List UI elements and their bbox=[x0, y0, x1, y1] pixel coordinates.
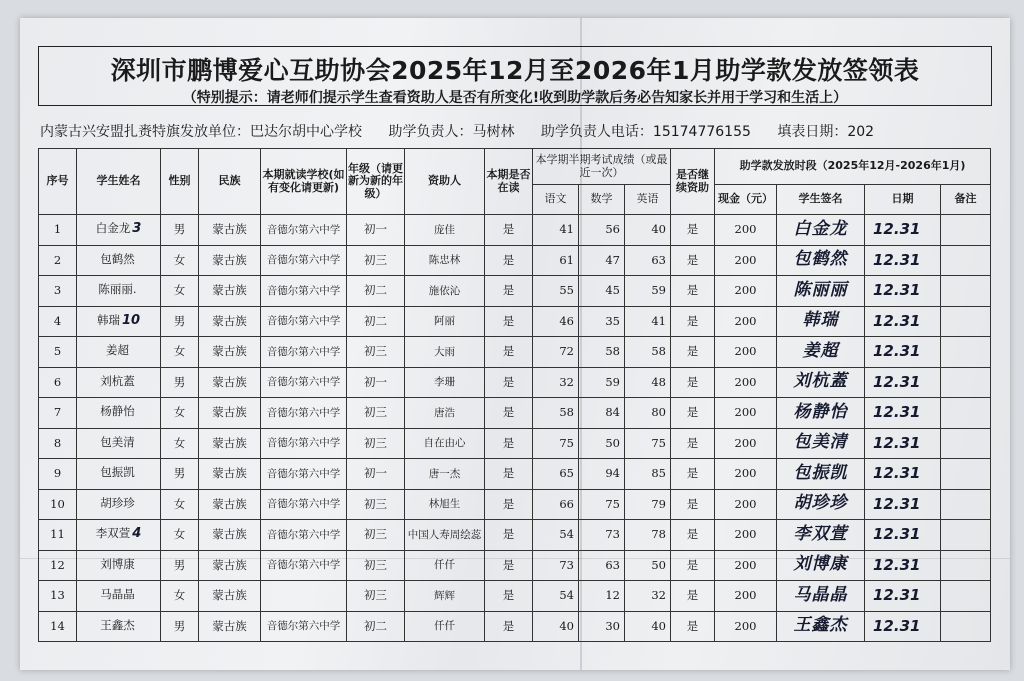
cell-ethnicity: 蒙古族 bbox=[199, 398, 261, 429]
header-name: 学生姓名 bbox=[77, 149, 161, 215]
cell-school: 音德尔第六中学 bbox=[261, 245, 347, 276]
cell-ethnicity: 蒙古族 bbox=[199, 459, 261, 490]
cell-gender: 女 bbox=[161, 276, 199, 307]
cell-ethnicity: 蒙古族 bbox=[199, 550, 261, 581]
cell-math: 45 bbox=[579, 276, 625, 307]
cell-name bbox=[77, 245, 161, 276]
cell-ethnicity: 蒙古族 bbox=[199, 306, 261, 337]
cell-signature: 包振凯 bbox=[777, 459, 865, 490]
student-name: 李双萱 bbox=[95, 526, 131, 541]
cell-continue: 是 bbox=[671, 611, 715, 642]
cell-remark bbox=[941, 367, 991, 398]
cell-seq: 12 bbox=[39, 550, 77, 581]
cell-school: 音德尔第六中学 bbox=[261, 611, 347, 642]
header-math: 数学 bbox=[579, 185, 625, 215]
form-title: 深圳市鹏博爱心互助协会2025年12月至2026年1月助学款发放签领表 bbox=[110, 56, 920, 85]
cell-continue: 是 bbox=[671, 550, 715, 581]
table-row bbox=[39, 306, 991, 337]
cell-signature: 李双萱 bbox=[777, 520, 865, 551]
cell-signature: 白金龙 bbox=[777, 215, 865, 246]
cell-date: 12.31 bbox=[865, 581, 941, 612]
cell-ethnicity: 蒙古族 bbox=[199, 276, 261, 307]
cell-school: 音德尔第六中学 bbox=[261, 306, 347, 337]
cell-name bbox=[77, 337, 161, 368]
cell-sponsor: 自在由心 bbox=[405, 428, 485, 459]
student-name: 杨静怡 bbox=[100, 404, 135, 419]
table-row bbox=[39, 489, 991, 520]
cell-cash: 200 bbox=[715, 215, 777, 246]
cell-date: 12.31 bbox=[865, 337, 941, 368]
cell-in-school: 是 bbox=[485, 245, 533, 276]
cell-in-school: 是 bbox=[485, 398, 533, 429]
cell-math: 47 bbox=[579, 245, 625, 276]
cell-in-school: 是 bbox=[485, 611, 533, 642]
cell-signature: 刘博康 bbox=[777, 550, 865, 581]
cell-grade: 初三 bbox=[347, 428, 405, 459]
cell-in-school: 是 bbox=[485, 428, 533, 459]
cell-remark bbox=[941, 428, 991, 459]
cell-sponsor: 仟仟 bbox=[405, 611, 485, 642]
cell-date: 12.31 bbox=[865, 550, 941, 581]
table-row bbox=[39, 459, 991, 490]
cell-ethnicity: 蒙古族 bbox=[199, 489, 261, 520]
header-sponsor: 资助人 bbox=[405, 149, 485, 215]
cell-name bbox=[77, 550, 161, 581]
header-continue: 是否继续资助 bbox=[671, 149, 715, 215]
cell-sponsor: 庞佳 bbox=[405, 215, 485, 246]
cell-signature: 杨静怡 bbox=[777, 398, 865, 429]
cell-cash: 200 bbox=[715, 367, 777, 398]
cell-remark bbox=[941, 459, 991, 490]
cell-sponsor: 阿丽 bbox=[405, 306, 485, 337]
cell-gender: 男 bbox=[161, 550, 199, 581]
cell-math: 63 bbox=[579, 550, 625, 581]
cell-english: 85 bbox=[625, 459, 671, 490]
cell-chinese: 66 bbox=[533, 489, 579, 520]
cell-school: 音德尔第六中学 bbox=[261, 550, 347, 581]
cell-in-school: 是 bbox=[485, 367, 533, 398]
header-cash: 现金（元） bbox=[715, 185, 777, 215]
cell-continue: 是 bbox=[671, 428, 715, 459]
cell-sponsor: 李珊 bbox=[405, 367, 485, 398]
cell-seq: 11 bbox=[39, 520, 77, 551]
cell-english: 63 bbox=[625, 245, 671, 276]
cell-school: 音德尔第六中学 bbox=[261, 398, 347, 429]
header-school: 本期就读学校(如有变化请更新) bbox=[261, 149, 347, 215]
cell-continue: 是 bbox=[671, 276, 715, 307]
cell-math: 94 bbox=[579, 459, 625, 490]
cell-date: 12.31 bbox=[865, 367, 941, 398]
cell-chinese: 32 bbox=[533, 367, 579, 398]
cell-sponsor: 辉辉 bbox=[405, 581, 485, 612]
cell-grade: 初一 bbox=[347, 215, 405, 246]
cell-school: 音德尔第六中学 bbox=[261, 337, 347, 368]
cell-name bbox=[77, 367, 161, 398]
cell-sponsor: 施依沁 bbox=[405, 276, 485, 307]
cell-in-school: 是 bbox=[485, 550, 533, 581]
cell-remark bbox=[941, 276, 991, 307]
header-period-group: 助学款发放时段（2025年12月-2026年1月) bbox=[715, 149, 991, 185]
special-notice: （特别提示：请老师们提示学生查看资助人是否有所变化!收到助学款后务必告知家长并用于学习和生活上） bbox=[182, 90, 848, 106]
table-row bbox=[39, 550, 991, 581]
cell-cash: 200 bbox=[715, 459, 777, 490]
cell-english: 75 bbox=[625, 428, 671, 459]
cell-gender: 女 bbox=[161, 398, 199, 429]
cell-school bbox=[261, 581, 347, 612]
cell-date: 12.31 bbox=[865, 489, 941, 520]
cell-english: 40 bbox=[625, 611, 671, 642]
student-name: 包鹤然 bbox=[100, 251, 135, 266]
student-name: 马晶晶 bbox=[100, 587, 135, 602]
cell-in-school: 是 bbox=[485, 581, 533, 612]
cell-seq: 4 bbox=[39, 306, 77, 337]
cell-grade: 初三 bbox=[347, 550, 405, 581]
cell-cash: 200 bbox=[715, 520, 777, 551]
cell-school: 音德尔第六中学 bbox=[261, 489, 347, 520]
cell-in-school: 是 bbox=[485, 520, 533, 551]
cell-school: 音德尔第六中学 bbox=[261, 459, 347, 490]
cell-gender: 女 bbox=[161, 520, 199, 551]
cell-grade: 初二 bbox=[347, 611, 405, 642]
cell-gender: 男 bbox=[161, 611, 199, 642]
cell-seq: 9 bbox=[39, 459, 77, 490]
cell-math: 12 bbox=[579, 581, 625, 612]
student-name: 包美清 bbox=[100, 434, 135, 449]
cell-date: 12.31 bbox=[865, 398, 941, 429]
cell-grade: 初二 bbox=[347, 306, 405, 337]
cell-chinese: 41 bbox=[533, 215, 579, 246]
cell-cash: 200 bbox=[715, 489, 777, 520]
cell-date: 12.31 bbox=[865, 520, 941, 551]
cell-sponsor: 中国人寿周绘蕊 bbox=[405, 520, 485, 551]
cell-math: 35 bbox=[579, 306, 625, 337]
cell-english: 78 bbox=[625, 520, 671, 551]
cell-signature: 姜超 bbox=[777, 337, 865, 368]
cell-school: 音德尔第六中学 bbox=[261, 520, 347, 551]
cell-ethnicity: 蒙古族 bbox=[199, 337, 261, 368]
cell-remark bbox=[941, 489, 991, 520]
cell-seq: 14 bbox=[39, 611, 77, 642]
cell-continue: 是 bbox=[671, 520, 715, 551]
issuing-unit: 内蒙古兴安盟扎赉特旗发放单位：巴达尔胡中心学校 bbox=[40, 124, 362, 140]
header-scores-group: 本学期半期考试成绩（或最近一次） bbox=[533, 149, 671, 185]
header-seq: 序号 bbox=[39, 149, 77, 215]
handwritten-mark: 4 bbox=[132, 526, 142, 542]
cell-date: 12.31 bbox=[865, 215, 941, 246]
header-in-school: 本期是否在读 bbox=[485, 149, 533, 215]
cell-gender: 女 bbox=[161, 245, 199, 276]
cell-signature: 刘杭蓋 bbox=[777, 367, 865, 398]
cell-chinese: 54 bbox=[533, 520, 579, 551]
cell-in-school: 是 bbox=[485, 459, 533, 490]
cell-cash: 200 bbox=[715, 245, 777, 276]
paper-sheet bbox=[20, 18, 1010, 670]
cell-math: 73 bbox=[579, 520, 625, 551]
cell-chinese: 58 bbox=[533, 398, 579, 429]
cell-math: 59 bbox=[579, 367, 625, 398]
cell-gender: 女 bbox=[161, 581, 199, 612]
cell-grade: 初二 bbox=[347, 276, 405, 307]
student-name: 王鑫杰 bbox=[100, 617, 135, 632]
cell-date: 12.31 bbox=[865, 428, 941, 459]
student-name: 陈丽丽. bbox=[98, 282, 137, 297]
cell-chinese: 72 bbox=[533, 337, 579, 368]
cell-chinese: 40 bbox=[533, 611, 579, 642]
cell-sponsor: 陈忠林 bbox=[405, 245, 485, 276]
cell-seq: 6 bbox=[39, 367, 77, 398]
cell-math: 50 bbox=[579, 428, 625, 459]
cell-sponsor: 大雨 bbox=[405, 337, 485, 368]
cell-english: 80 bbox=[625, 398, 671, 429]
cell-continue: 是 bbox=[671, 245, 715, 276]
table-row bbox=[39, 520, 991, 551]
cell-signature: 包美清 bbox=[777, 428, 865, 459]
cell-cash: 200 bbox=[715, 550, 777, 581]
title-box bbox=[38, 46, 992, 106]
cell-grade: 初三 bbox=[347, 245, 405, 276]
cell-ethnicity: 蒙古族 bbox=[199, 611, 261, 642]
cell-name bbox=[77, 520, 161, 551]
table-row bbox=[39, 581, 991, 612]
table-row bbox=[39, 337, 991, 368]
cell-math: 84 bbox=[579, 398, 625, 429]
cell-gender: 男 bbox=[161, 367, 199, 398]
aid-manager-phone: 助学负责人电话：15174776155 bbox=[540, 124, 751, 140]
cell-chinese: 73 bbox=[533, 550, 579, 581]
cell-math: 56 bbox=[579, 215, 625, 246]
student-name: 刘博康 bbox=[100, 556, 135, 571]
student-name: 胡珍珍 bbox=[100, 495, 135, 510]
cell-remark bbox=[941, 306, 991, 337]
cell-gender: 男 bbox=[161, 215, 199, 246]
cell-ethnicity: 蒙古族 bbox=[199, 215, 261, 246]
cell-cash: 200 bbox=[715, 611, 777, 642]
student-name: 姜超 bbox=[106, 343, 129, 358]
cell-name bbox=[77, 306, 161, 337]
cell-remark bbox=[941, 245, 991, 276]
cell-name bbox=[77, 398, 161, 429]
aid-sign-table bbox=[38, 148, 991, 642]
cell-remark bbox=[941, 611, 991, 642]
cell-signature: 韩瑞 bbox=[777, 306, 865, 337]
header-signature: 学生签名 bbox=[777, 185, 865, 215]
cell-chinese: 46 bbox=[533, 306, 579, 337]
cell-cash: 200 bbox=[715, 581, 777, 612]
cell-seq: 1 bbox=[39, 215, 77, 246]
handwritten-mark: 10 bbox=[121, 312, 141, 328]
cell-school: 音德尔第六中学 bbox=[261, 276, 347, 307]
cell-name bbox=[77, 611, 161, 642]
cell-date: 12.31 bbox=[865, 276, 941, 307]
cell-in-school: 是 bbox=[485, 337, 533, 368]
cell-cash: 200 bbox=[715, 337, 777, 368]
cell-cash: 200 bbox=[715, 276, 777, 307]
table-row bbox=[39, 611, 991, 642]
cell-english: 41 bbox=[625, 306, 671, 337]
table-row bbox=[39, 245, 991, 276]
cell-date: 12.31 bbox=[865, 611, 941, 642]
cell-signature: 王鑫杰 bbox=[777, 611, 865, 642]
cell-continue: 是 bbox=[671, 581, 715, 612]
student-name: 白金龙 bbox=[95, 221, 131, 236]
cell-remark bbox=[941, 215, 991, 246]
cell-cash: 200 bbox=[715, 398, 777, 429]
cell-math: 75 bbox=[579, 489, 625, 520]
header-chinese: 语文 bbox=[533, 185, 579, 215]
cell-seq: 2 bbox=[39, 245, 77, 276]
cell-name bbox=[77, 428, 161, 459]
student-name: 包振凯 bbox=[100, 465, 135, 480]
header-english: 英语 bbox=[625, 185, 671, 215]
cell-english: 58 bbox=[625, 337, 671, 368]
cell-chinese: 54 bbox=[533, 581, 579, 612]
cell-sponsor: 唐浩 bbox=[405, 398, 485, 429]
cell-seq: 7 bbox=[39, 398, 77, 429]
cell-remark bbox=[941, 581, 991, 612]
cell-ethnicity: 蒙古族 bbox=[199, 428, 261, 459]
cell-sponsor: 仟仟 bbox=[405, 550, 485, 581]
cell-name bbox=[77, 581, 161, 612]
cell-in-school: 是 bbox=[485, 489, 533, 520]
cell-gender: 女 bbox=[161, 337, 199, 368]
cell-seq: 8 bbox=[39, 428, 77, 459]
cell-english: 40 bbox=[625, 215, 671, 246]
cell-gender: 女 bbox=[161, 489, 199, 520]
aid-manager: 助学负责人：马树林 bbox=[388, 124, 515, 140]
cell-continue: 是 bbox=[671, 459, 715, 490]
cell-sponsor: 唐一杰 bbox=[405, 459, 485, 490]
cell-ethnicity: 蒙古族 bbox=[199, 581, 261, 612]
cell-math: 58 bbox=[579, 337, 625, 368]
cell-english: 48 bbox=[625, 367, 671, 398]
cell-chinese: 75 bbox=[533, 428, 579, 459]
cell-chinese: 61 bbox=[533, 245, 579, 276]
cell-school: 音德尔第六中学 bbox=[261, 367, 347, 398]
cell-english: 79 bbox=[625, 489, 671, 520]
cell-seq: 5 bbox=[39, 337, 77, 368]
header-ethnicity: 民族 bbox=[199, 149, 261, 215]
cell-grade: 初三 bbox=[347, 489, 405, 520]
cell-ethnicity: 蒙古族 bbox=[199, 367, 261, 398]
cell-chinese: 55 bbox=[533, 276, 579, 307]
cell-date: 12.31 bbox=[865, 306, 941, 337]
cell-grade: 初一 bbox=[347, 459, 405, 490]
cell-remark bbox=[941, 337, 991, 368]
info-line bbox=[40, 121, 990, 141]
cell-in-school: 是 bbox=[485, 276, 533, 307]
cell-english: 59 bbox=[625, 276, 671, 307]
cell-continue: 是 bbox=[671, 306, 715, 337]
cell-seq: 10 bbox=[39, 489, 77, 520]
fill-date: 填表日期：202 bbox=[777, 124, 875, 140]
cell-english: 50 bbox=[625, 550, 671, 581]
handwritten-mark: 3 bbox=[132, 221, 142, 237]
cell-signature: 陈丽丽 bbox=[777, 276, 865, 307]
cell-ethnicity: 蒙古族 bbox=[199, 245, 261, 276]
cell-signature: 胡珍珍 bbox=[777, 489, 865, 520]
cell-cash: 200 bbox=[715, 428, 777, 459]
header-gender: 性别 bbox=[161, 149, 199, 215]
cell-grade: 初一 bbox=[347, 367, 405, 398]
table-row bbox=[39, 276, 991, 307]
cell-grade: 初三 bbox=[347, 337, 405, 368]
cell-in-school: 是 bbox=[485, 306, 533, 337]
table-row bbox=[39, 398, 991, 429]
cell-remark bbox=[941, 520, 991, 551]
cell-name bbox=[77, 459, 161, 490]
cell-continue: 是 bbox=[671, 337, 715, 368]
cell-date: 12.31 bbox=[865, 459, 941, 490]
table-row bbox=[39, 367, 991, 398]
cell-in-school: 是 bbox=[485, 215, 533, 246]
cell-name bbox=[77, 489, 161, 520]
cell-continue: 是 bbox=[671, 215, 715, 246]
cell-grade: 初三 bbox=[347, 398, 405, 429]
cell-english: 32 bbox=[625, 581, 671, 612]
table-row bbox=[39, 428, 991, 459]
cell-gender: 男 bbox=[161, 459, 199, 490]
cell-gender: 女 bbox=[161, 428, 199, 459]
student-name: 韩瑞 bbox=[96, 312, 120, 327]
cell-grade: 初三 bbox=[347, 520, 405, 551]
cell-continue: 是 bbox=[671, 398, 715, 429]
cell-cash: 200 bbox=[715, 306, 777, 337]
cell-grade: 初三 bbox=[347, 581, 405, 612]
cell-chinese: 65 bbox=[533, 459, 579, 490]
cell-school: 音德尔第六中学 bbox=[261, 428, 347, 459]
header-grade: 年级（请更新为新的年级） bbox=[347, 149, 405, 215]
cell-ethnicity: 蒙古族 bbox=[199, 520, 261, 551]
header-date: 日期 bbox=[865, 185, 941, 215]
cell-signature: 马晶晶 bbox=[777, 581, 865, 612]
cell-signature: 包鹤然 bbox=[777, 245, 865, 276]
cell-name bbox=[77, 215, 161, 246]
cell-school: 音德尔第六中学 bbox=[261, 215, 347, 246]
student-name: 刘杭蓋 bbox=[100, 373, 135, 388]
cell-math: 30 bbox=[579, 611, 625, 642]
cell-remark bbox=[941, 398, 991, 429]
cell-sponsor: 林旭生 bbox=[405, 489, 485, 520]
table-row bbox=[39, 215, 991, 246]
cell-gender: 男 bbox=[161, 306, 199, 337]
cell-seq: 13 bbox=[39, 581, 77, 612]
cell-continue: 是 bbox=[671, 489, 715, 520]
header-remark: 备注 bbox=[941, 185, 991, 215]
cell-name bbox=[77, 276, 161, 307]
cell-remark bbox=[941, 550, 991, 581]
cell-seq: 3 bbox=[39, 276, 77, 307]
cell-date: 12.31 bbox=[865, 245, 941, 276]
cell-continue: 是 bbox=[671, 367, 715, 398]
